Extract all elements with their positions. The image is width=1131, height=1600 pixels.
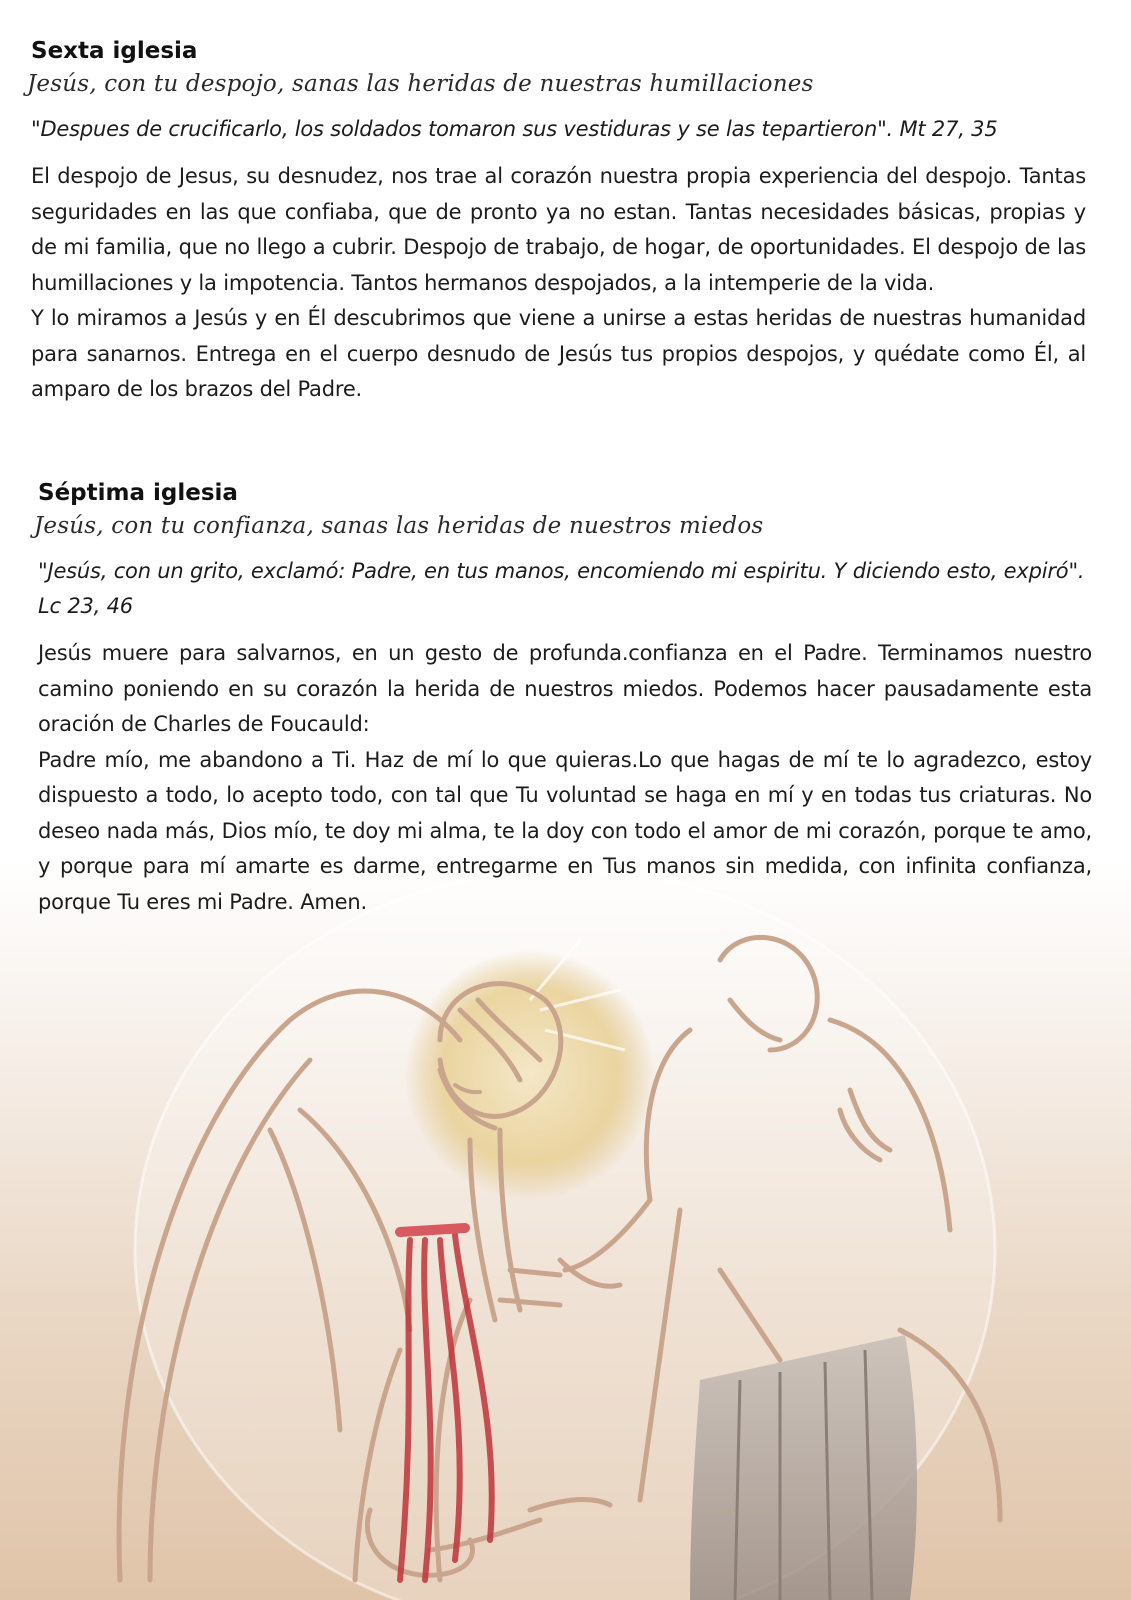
body-paragraph: Jesús muere para salvarnos, en un gesto de profunda.confianza en el Padre. Terminamos nuestro camino poniendo en su corazón la herida de nuestros miedos. Podemos hacer pausadamente esta oración de Charles de Foucauld: [38, 641, 1092, 736]
body-paragraph: Y lo miramos a Jesús y en Él descubrimos que viene a unirse a estas heridas de nuestras humanidad para sanarnos. Entrega en el cuerpo desnudo de Jesús tus propios despojos, y quédate como Él, al amparo de los brazos del Padre. [31, 306, 1086, 401]
section-subtitle: Jesús, con tu confianza, sanas las heridas de nuestros miedos [34, 513, 764, 539]
body-paragraph: El despojo de Jesus, su desnudez, nos trae al corazón nuestra propia experiencia del despojo. Tantas seguridades en las que confiaba, que de pronto ya no estan. Tantas necesidades básicas, propias y de mi familia, que no llego a cubrir. Despojo de trabajo, de hogar, de oportunidades. El despojo de las humillaciones y la impotencia. Tantos hermanos despojados, a la intemperie de la vida. [31, 164, 1086, 295]
section-sexta-iglesia [27, 34, 1086, 408]
scripture-quote: "Despues de crucificarlo, los soldados tomaron sus vestiduras y se las tepartieron". Mt 27, 35 [31, 117, 998, 141]
scripture-quote: "Jesús, con un grito, exclamó: Padre, en tus manos, encomiendo mi espiritu. Y diciendo esto, expiró". Lc 23, 46 [38, 559, 1085, 618]
section-septima-iglesia [34, 476, 1092, 920]
robe [690, 1335, 917, 1600]
section-heading: Séptima iglesia [38, 480, 238, 506]
body-paragraph: Padre mío, me abandono a Ti. Haz de mí lo que quieras.Lo que hagas de mí te lo agradezco, estoy dispuesto a todo, lo acepto todo, con tal que Tu voluntad se haga en mí y en todas tus criaturas. No deseo nada más, Dios mío, te doy mi alma, te la doy con todo el amor de mi corazón, porque te amo, y porque para mí amarte es darme, entregarme en Tus manos sin medida, con infinita confianza, porque Tu eres mi Padre. Amen. [38, 747, 1092, 914]
section-subtitle: Jesús, con tu despojo, sanas las heridas de nuestras humillaciones [27, 71, 814, 97]
section-heading: Sexta iglesia [31, 38, 198, 64]
section-body [38, 636, 1092, 920]
section-body [31, 159, 1086, 408]
blood-top [400, 1228, 465, 1232]
